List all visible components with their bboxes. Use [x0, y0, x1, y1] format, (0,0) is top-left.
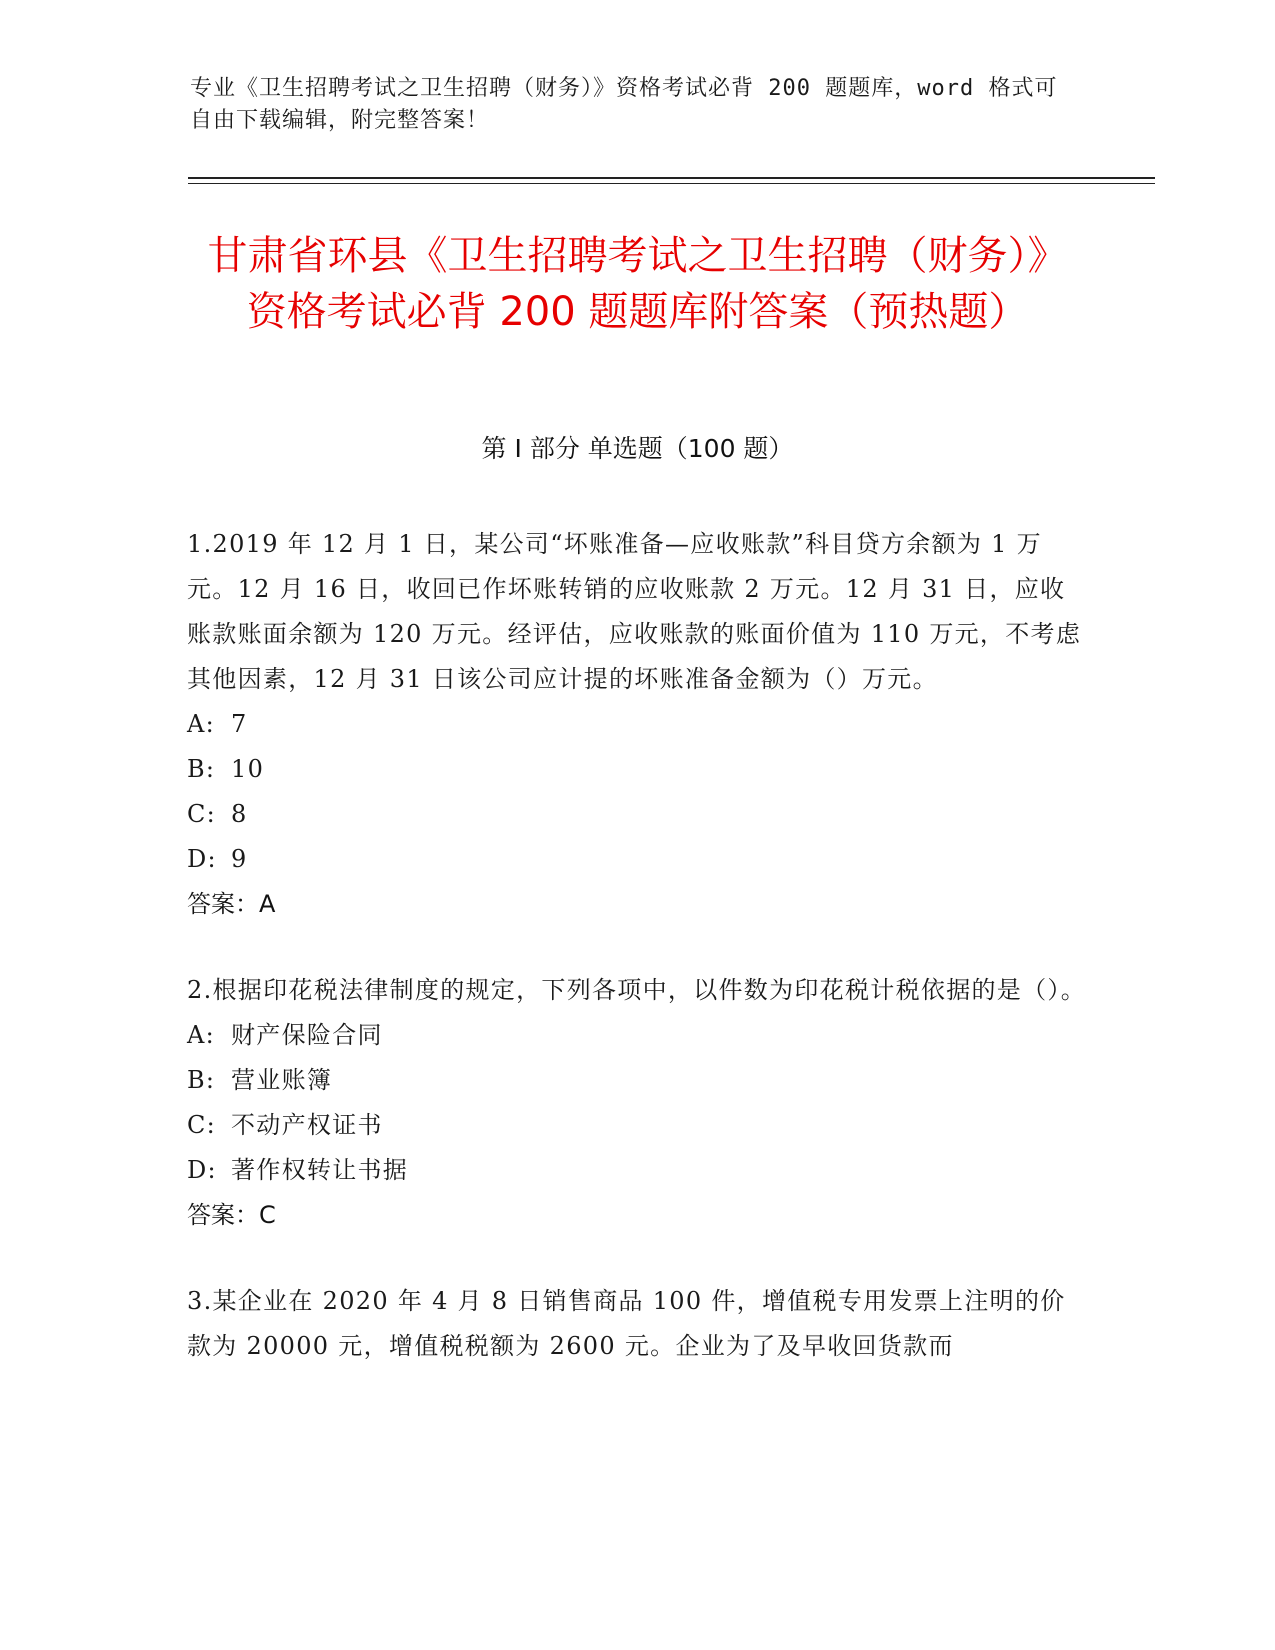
- header-divider-thin: [188, 183, 1155, 184]
- option-d: [187, 837, 1087, 882]
- answer-line: 答案：C: [187, 1201, 276, 1229]
- question-2: [187, 968, 1087, 1238]
- question-list: [187, 522, 1087, 1410]
- option-text: 9: [231, 845, 248, 873]
- option-b: [187, 1058, 1087, 1103]
- option-text: 8: [231, 800, 248, 828]
- header-divider: [188, 177, 1155, 179]
- question-3: [187, 1279, 1087, 1369]
- option-text: 财产保险合同: [231, 1021, 383, 1049]
- option-letter: A:: [187, 1021, 216, 1049]
- option-letter: D:: [187, 1156, 217, 1184]
- option-letter: D:: [187, 845, 217, 873]
- option-letter: C:: [187, 1111, 217, 1139]
- option-c: [187, 1103, 1087, 1148]
- option-letter: A:: [187, 710, 216, 738]
- question-1: [187, 522, 1087, 927]
- option-text: 著作权转让书据: [231, 1156, 409, 1184]
- option-c: [187, 792, 1087, 837]
- header-note: 专业《卫生招聘考试之卫生招聘（财务）》资格考试必背 200 题题库，word 格式可自由下载编辑，附完整答案！: [190, 76, 1058, 133]
- option-list: [187, 1013, 1087, 1193]
- option-letter: B:: [187, 1066, 216, 1094]
- question-stem: 3.某企业在 2020 年 4 月 8 日销售商品 100 件，增值税专用发票上注明的价款为 20000 元，增值税税额为 2600 元。企业为了及早收回货款而: [187, 1287, 1066, 1360]
- option-d: [187, 1148, 1087, 1193]
- option-letter: B:: [187, 755, 216, 783]
- question-stem: 1.2019 年 12 月 1 日，某公司“坏账准备—应收账款”科目贷方余额为 1 万元。12 月 16 日，收回已作坏账转销的应收账款 2 万元。12 月 31 日，应收账款账面余额为 120 万元。经评估，应收账款的账面价值为 110 万元，不考虑其他因素，12 月 31 日该公司应计提的坏账准备金额为（）万元。: [187, 530, 1082, 693]
- section-heading: 第 I 部分 单选题（100 题）: [481, 434, 794, 463]
- answer-line: 答案：A: [187, 890, 276, 918]
- option-letter: C:: [187, 800, 217, 828]
- document-title: 甘肃省环县《卫生招聘考试之卫生招聘（财务）》资格考试必背 200 题题库附答案（预热题）: [207, 233, 1068, 335]
- option-text: 10: [231, 755, 265, 783]
- option-text: 7: [231, 710, 248, 738]
- option-a: [187, 702, 1087, 747]
- option-text: 不动产权证书: [231, 1111, 383, 1139]
- option-a: [187, 1013, 1087, 1058]
- question-stem: 2.根据印花税法律制度的规定，下列各项中，以件数为印花税计税依据的是（）。: [187, 976, 1086, 1004]
- option-text: 营业账簿: [231, 1066, 333, 1094]
- option-b: [187, 747, 1087, 792]
- option-list: [187, 702, 1087, 882]
